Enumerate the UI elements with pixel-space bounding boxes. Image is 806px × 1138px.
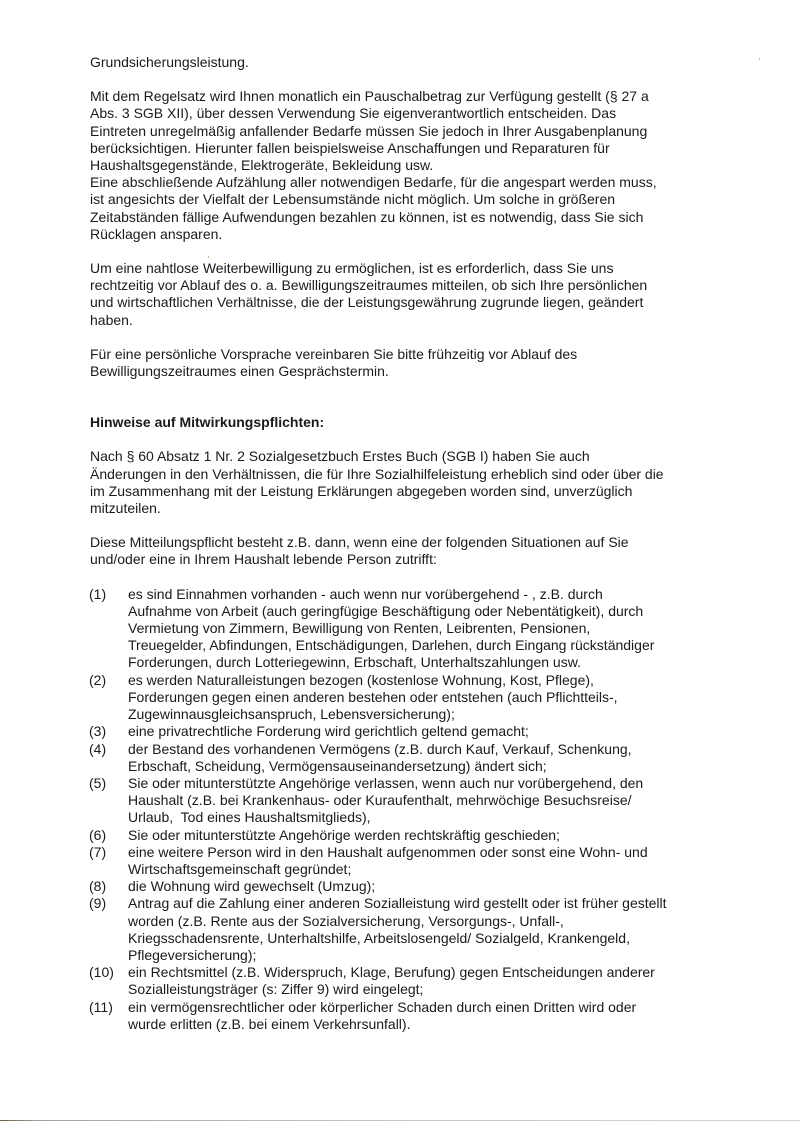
paragraph-weiterbewilligung: Um eine nahtlose Weiterbewilligung zu ermöglichen, ist es erforderlich, dass Sie uns rechtzeitig vor Ablauf des o. a. Bewilligungszeitraumes mitteilen, ob sich Ihre persönlichen und wirtschaftlichen Verhältnisse, die der Leistungsgewährung zugrunde liegen, geändert haben. [90, 260, 648, 328]
list-number: (8) [89, 878, 107, 895]
list-item: (7) eine weitere Person wird in den Haushalt aufgenommen oder sonst eine Wohn- und Wirtschaftsgemeinschaft gegründet; [89, 843, 648, 877]
list-number: (4) [89, 740, 107, 757]
page-edge-line [0, 1120, 800, 1121]
list-item: (2) es werden Naturalleistungen bezogen (kostenlose Wohnung, Kost, Pflege), Forderungen gegen einen anderen bestehen oder entstehen (auch Pflichtteils-, Zugewinnausgleichsanspruch, Lebensversicherung); [89, 671, 618, 723]
list-number: (11) [89, 998, 113, 1015]
list-number: (1) [89, 585, 107, 602]
scan-speck [759, 58, 760, 60]
situations-list [90, 586, 730, 1033]
paragraph-regelsatz: Mit dem Regelsatz wird Ihnen monatlich ein Pauschalbetrag zur Verfügung gestellt (§ 27 a Abs. 3 SGB XII), über dessen Verwendung Sie eigenverantwortlich entscheiden. Das Eintreten unregelmäßig anfallender Bedarfe müssen Sie jedoch in Ihrer Ausgabenplanung berücksichtigen. Hierunter fallen beispielsweise Anschaffungen und Reparaturen für Haushaltsgegenstände, Elektrogeräte, Bekleidung usw. Eine abschließende Aufzählung aller notwendigen Bedarfe, für die angespart werden muss, ist angesichts der Vielfalt der Lebensumstände nicht möglich. Um solche in größeren Zeitabständen fällige Aufwendungen bezahlen zu können, ist es notwendig, dass Sie sich Rücklagen ansparen. [90, 88, 657, 242]
scan-speck [208, 256, 209, 258]
intro-fragment: Grundsicherungsleistung. [90, 54, 249, 70]
list-item: (10) ein Rechtsmittel (z.B. Widerspruch, Klage, Berufung) gegen Entscheidungen anderer Sozialleistungsträger (s: Ziffer 9) wird eingelegt; [89, 964, 655, 998]
list-item: (1) es sind Einnahmen vorhanden - auch wenn nur vorübergehend - , z.B. durch Aufnahme von Arbeit (auch geringfügige Beschäftigung oder Nebentätigkeit), durch Vermietung von Zimmern, Bewilligung von Renten, Leibrenten, Pensionen, Treuegelder, Abfindungen, Entschädigungen, Darlehen, durch Eingang rückständiger Forderungen, durch Lotteriegewinn, Erbschaft, Unterhaltszahlungen usw. [89, 585, 655, 671]
list-number: (2) [89, 671, 107, 688]
list-item: (4) der Bestand des vorhandenen Vermögens (z.B. durch Kauf, Verkauf, Schenkung, Erbschaft, Scheidung, Vermögensauseinandersetzung) ändert sich; [89, 740, 632, 774]
document-page [90, 54, 730, 1033]
list-number: (3) [89, 723, 107, 740]
list-item: (6) Sie oder mitunterstützte Angehörige werden rechtskräftig geschieden; [89, 826, 560, 843]
list-number: (5) [89, 774, 107, 791]
list-item: (11) ein vermögensrechtlicher oder körperlicher Schaden durch einen Dritten wird oder wurde erlitten (z.B. bei einem Verkehrsunfall). [89, 998, 637, 1032]
list-item: (3) eine privatrechtliche Forderung wird gerichtlich geltend gemacht; [89, 723, 529, 740]
paragraph-mitteilungspflicht: Diese Mitteilungspflicht besteht z.B. dann, wenn eine der folgenden Situationen auf Sie und/oder eine in Ihrem Haushalt lebende Person zutrifft: [90, 534, 629, 568]
section-heading-mitwirkungspflichten: Hinweise auf Mitwirkungspflichten: [90, 414, 325, 431]
list-number: (9) [89, 895, 107, 912]
paragraph-sgb: Nach § 60 Absatz 1 Nr. 2 Sozialgesetzbuch Erstes Buch (SGB I) haben Sie auch Änderungen in den Verhältnissen, die für Ihre Sozialhilfeleistung erheblich sind oder über die im Zusammenhang mit der Leistung Erklärungen abgegeben worden sind, unverzüglich mitzuteilen. [90, 448, 664, 517]
list-number: (7) [89, 843, 107, 860]
paragraph-vorsprache: Für eine persönliche Vorsprache vereinbaren Sie bitte frühzeitig vor Ablauf des Bewilligungszeitraumes einen Gesprächstermin. [90, 345, 578, 380]
list-number: (6) [89, 826, 107, 843]
list-item: (5) Sie oder mitunterstützte Angehörige verlassen, wenn auch nur vorübergehend, den Haushalt (z.B. bei Krankenhaus- oder Kuraufenthalt, mehrwöchige Besuchsreise/ Urlaub, Tod eines Haushaltsmitglieds), [89, 774, 644, 826]
list-number: (10) [89, 964, 114, 981]
list-item: (8) die Wohnung wird gewechselt (Umzug); [89, 878, 376, 895]
list-item: (9) Antrag auf die Zahlung einer anderen Sozialleistung wird gestellt oder ist früher gestellt worden (z.B. Rente aus der Sozialversicherung, Versorgungs-, Unfall-, Kriegsschadensrente, Unterhaltshilfe, Arbeitslosengeld/ Sozialgeld, Krankengeld, Pflegeversicherung); [89, 895, 667, 963]
